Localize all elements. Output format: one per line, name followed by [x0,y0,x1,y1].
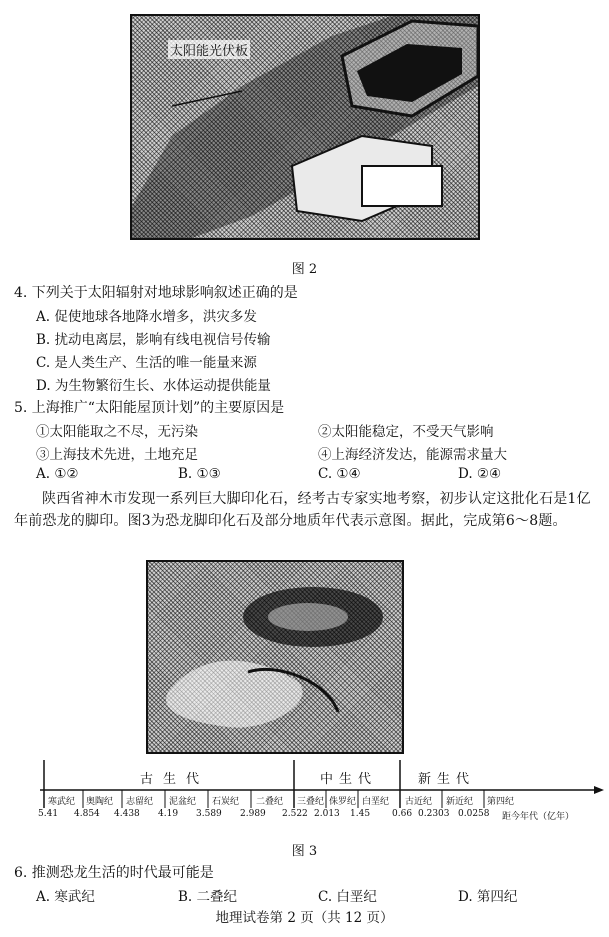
q6-option-b: B. 二叠纪 [178,889,238,905]
tick-label: 0.0258 [458,809,490,819]
q4-stem: 4. 下列关于太阳辐射对地球影响叙述正确的是 [14,285,298,301]
period-permian: 二叠纪 [256,797,284,807]
period-triassic: 三叠纪 [297,797,325,807]
tick-label: 4.438 [114,809,140,819]
q4-option-a: A. 促使地球各地降水增多，洪灾多发 [36,309,257,325]
q5-statement-1: ①太阳能取之不尽，无污染 [36,424,198,440]
q4-option-c: C. 是人类生产、生活的唯一能量来源 [36,355,257,371]
tick-label: 0.2303 [418,809,450,819]
tick-label: 2.522 [282,809,308,819]
period-ordovician: 奥陶纪 [86,797,114,807]
figure3-caption: 图 3 [291,844,318,859]
period-carboniferous: 石炭纪 [212,797,240,807]
q6-stem: 6. 推测恐龙生活的时代最可能是 [14,865,214,881]
tick-label: 5.41 [38,809,59,819]
tick-label: 1.45 [350,809,371,819]
period-cretaceous: 白垩纪 [362,797,390,807]
figure3-photo [146,560,404,754]
era-mesozoic: 中生代 [320,772,378,787]
q5-choice-b: B. ①③ [178,466,221,482]
q6-option-a: A. 寒武纪 [36,889,95,905]
period-devonian: 泥盆纪 [169,797,197,807]
tick-label: 2.013 [314,809,340,819]
era-cenozoic: 新生代 [418,772,476,787]
figure2-photo [130,14,480,240]
period-cambrian: 寒武纪 [48,797,76,807]
q4-option-d: D. 为生物繁衍生长、水体运动提供能量 [36,378,271,394]
q5-choice-c: C. ①④ [318,466,361,482]
axis-end-label: 距今年代（亿年） [502,812,575,822]
q5-statement-4: ④上海经济发达，能源需求量大 [318,447,507,463]
q5-choice-d: D. ②④ [458,466,502,482]
q5-stem: 5. 上海推广“太阳能屋顶计划”的主要原因是 [14,400,285,416]
page-footer: 地理试卷第 2 页（共 12 页） [215,910,394,926]
tick-label: 4.19 [158,809,179,819]
q5-statement-2: ②太阳能稳定，不受天气影响 [318,424,494,440]
tick-label: 0.66 [392,809,413,819]
period-paleogene: 古近纪 [405,797,433,807]
q6-option-d: D. 第四纪 [458,889,518,905]
passage-text: 陕西省神木市发现一系列巨大脚印化石，经考古专家实地考察，初步认定这批化石是1亿年前恐龙的脚印。图3为恐龙脚印化石及部分地质年代表示意图。据此，完成第6～8题。 [14,491,591,529]
dinosaur-footprint-illustration [148,562,402,752]
era-paleozoic: 古生代 [140,772,210,787]
tick-label: 3.589 [196,809,222,819]
figure2-caption: 图 2 [291,262,318,277]
solar-panel-label: 太阳能光伏板 [168,40,250,59]
period-quaternary: 第四纪 [487,797,515,807]
q4-option-b: B. 扰动电离层，影响有线电视信号传输 [36,332,271,348]
period-silurian: 志留纪 [126,797,154,807]
tick-label: 2.989 [240,809,266,819]
q5-choice-a: A. ①② [36,466,79,482]
q5-statement-3: ③上海技术先进，土地充足 [36,447,198,463]
period-neogene: 新近纪 [446,797,474,807]
tick-label: 4.854 [74,809,100,819]
q6-option-c: C. 白垩纪 [318,889,377,905]
period-jurassic: 侏罗纪 [329,797,357,807]
